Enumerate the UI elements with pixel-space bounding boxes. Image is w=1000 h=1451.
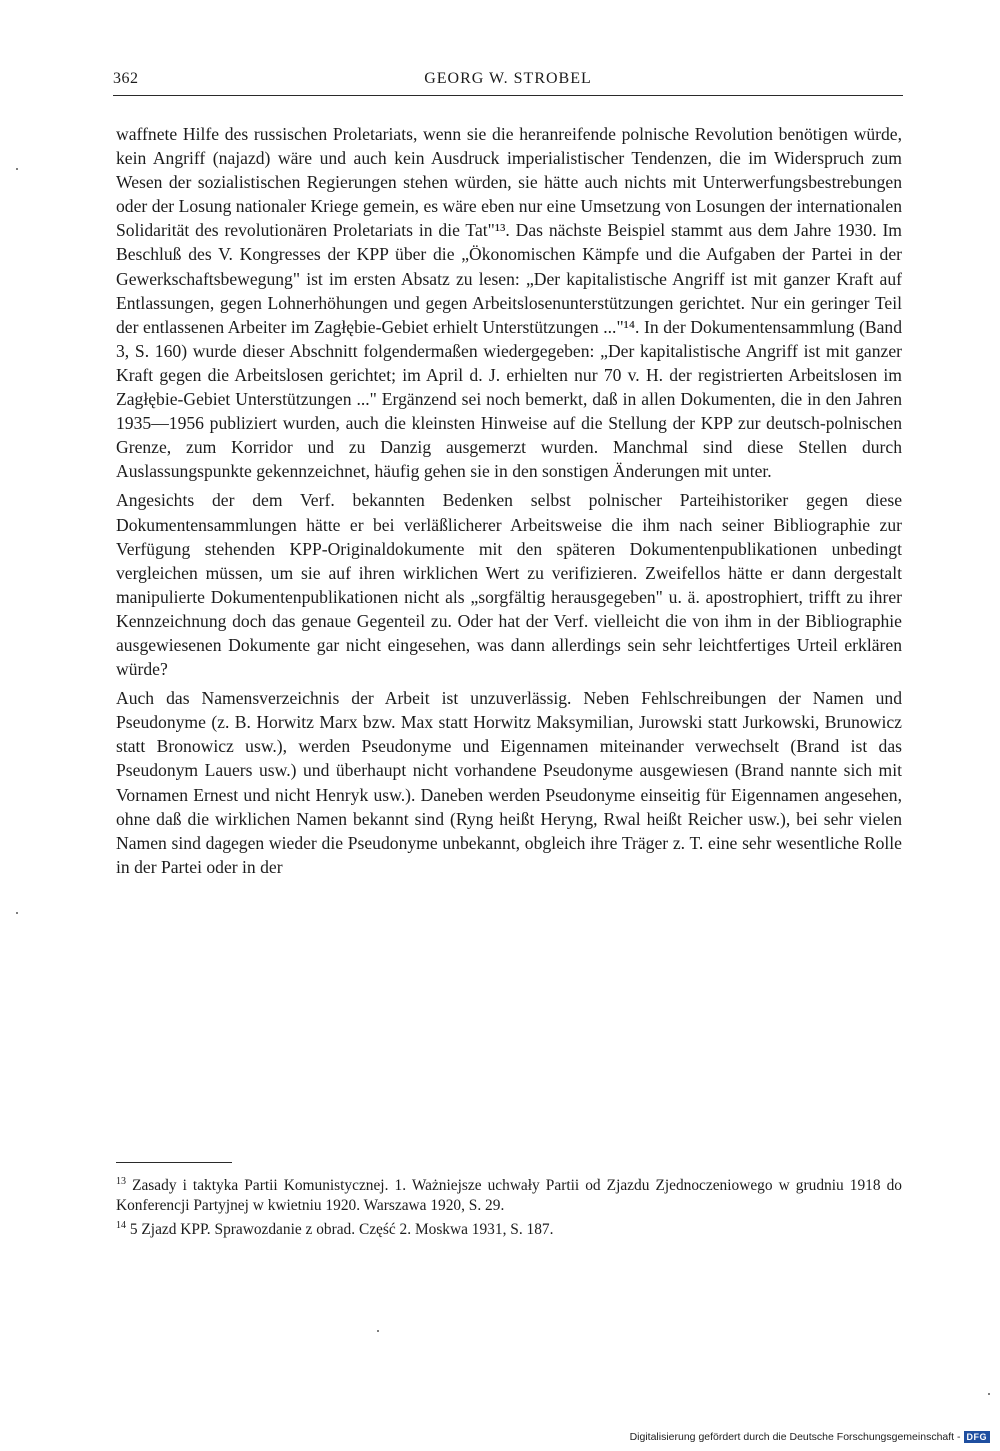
digitization-notice [630,1431,990,1443]
footnotes [116,1176,902,1244]
paragraph-2: Angesichts der dem Verf. bekannten Bedenken selbst polnischer Parteihistoriker gegen diese Dokumentensammlungen hätte er bei verläßlicherer Arbeitsweise die ihm nach seiner Bibliographie zur Verfügung stehenden KPP-Originaldokumente mit den späteren Dokumentenpublikationen unbedingt vergleichen müssen, um sie auf ihren wirklichen Wert zu verifizieren. Zweifellos hätte er dann dergestalt manipulierte Dokumentenpublikationen nicht als „sorgfältig herausgegeben" u. ä. apostrophiert, trifft zu ihrer Kennzeichnung doch das genaue Gegenteil zu. Oder hat der Verf. vielleicht die von ihm in der Bibliographie ausgewiesenen Dokumente gar nicht eingesehen, was dann allerdings sein sehr leichtfertiges Urteil erklären würde? [116,490,902,680]
paragraph-3: Auch das Namensverzeichnis der Arbeit ist unzuverlässig. Neben Fehlschreibungen der Namen und Pseudonyme (z. B. Horwitz Marx bzw. Max statt Horwitz Maksymilian, Jurowski statt Jurkowski, Brunowicz statt Bronowicz usw.), werden Pseudonyme und Eigennamen miteinander verwechselt (Brand ist das Pseudonym Lauers usw.) und überhaupt nicht vorhandene Pseudonyme ausgewiesen (Brand nannte sich mit Vornamen Ernest und nicht Henryk usw.). Daneben werden Pseudonyme einseitig für Eigennamen angesehen, ohne daß die wirklichen Namen bekannt sind (Ryng heißt Heryng, Rwal heißt Reicher usw.), bei sehr vielen Namen sind dagegen wieder die Pseudonyme unbekannt, obgleich ihre Träger z. T. eine sehr wesentliche Rolle in der Partei oder in der [116,688,902,877]
footnote-text: 5 Zjazd KPP. Sprawozdanie z obrad. Część 2. Moskwa 1931, S. 187. [129,1221,554,1238]
footnote-marker: 13 [116,1176,126,1187]
header-rule [113,95,903,96]
footnote-13 [116,1176,902,1216]
running-head [113,70,903,94]
body-text [116,122,902,884]
dfg-logo-icon: DFG [964,1431,991,1443]
digitization-notice-text: Digitalisierung gefördert durch die Deutsche Forschungsgemeinschaft - [629,1431,961,1443]
footnote-rule [116,1162,232,1163]
page-number: 362 [113,70,139,87]
scan-speck [16,168,18,170]
scan-speck [988,1393,990,1395]
scan-speck [377,1330,379,1332]
paragraph-1: waffnete Hilfe des russischen Proletariats, wenn sie die heranreifende polnische Revolution benötigen würde, kein Angriff (najazd) wäre und auch kein Ausdruck imperialistischer Tendenzen, die im Widerspruch zum Wesen der sozialistischen Regierungen stehen würden, sie hätte auch nichts mit Unterwerfungsbestrebungen oder der Losung nationaler Kriege gemein, es wäre eben nur eine Umsetzung von Losungen der internationalen Solidarität des revolutionären Proletariats in die Tat"¹³. Das nächste Beispiel stammt aus dem Jahre 1930. Im Beschluß des V. Kongresses der KPP über die „Ökonomischen Kämpfe und die Aufgaben der Partei in der Gewerkschaftsbewegung" ist im ersten Absatz zu lesen: „Der kapitalistische Angriff ist mit ganzer Kraft auf Entlassungen, gegen Lohnerhöhungen und gegen Arbeitslosenunterstützungen gerichtet. Nur ein geringer Teil der entlassenen Arbeiter im Zagłębie-Gebiet erhielt Unterstützungen ..."¹⁴. In der Dokumentensammlung (Band 3, S. 160) wurde dieser Abschnitt folgendermaßen wiedergegeben: „Der kapitalistische Angriff ist mit ganzer Kraft gegen die Arbeitslosen gerichtet; im April d. J. erhielten nur 70 v. H. der registrierten Arbeitslosen im Zagłębie-Gebiet Unterstützungen ..." Ergänzend sei noch bemerkt, daß in allen Dokumenten, die in den Jahren 1935—1956 publiziert wurden, auch die kleinsten Hinweise auf die Stellung der KPP zur deutsch-polnischen Grenze, zum Korridor und zu Danzig ausgemerzt wurden. Manchmal sind diese Stellen durch Auslassungspunkte gekennzeichnet, häufig gehen sie in den sonstigen Änderungen mit unter. [116,124,902,482]
footnote-text: Zasady i taktyka Partii Komunistycznej. 1. Ważniejsze uchwały Partii od Zjazdu Zjednoczeniowego w grudniu 1918 do Konferencji Partyjnej w kwietniu 1920. Warszawa 1920, S. 29. [116,1177,902,1214]
scan-speck [16,912,18,914]
running-head-author: GEORG W. STROBEL [424,70,592,87]
footnote-14 [116,1220,902,1240]
footnote-marker: 14 [116,1220,126,1231]
